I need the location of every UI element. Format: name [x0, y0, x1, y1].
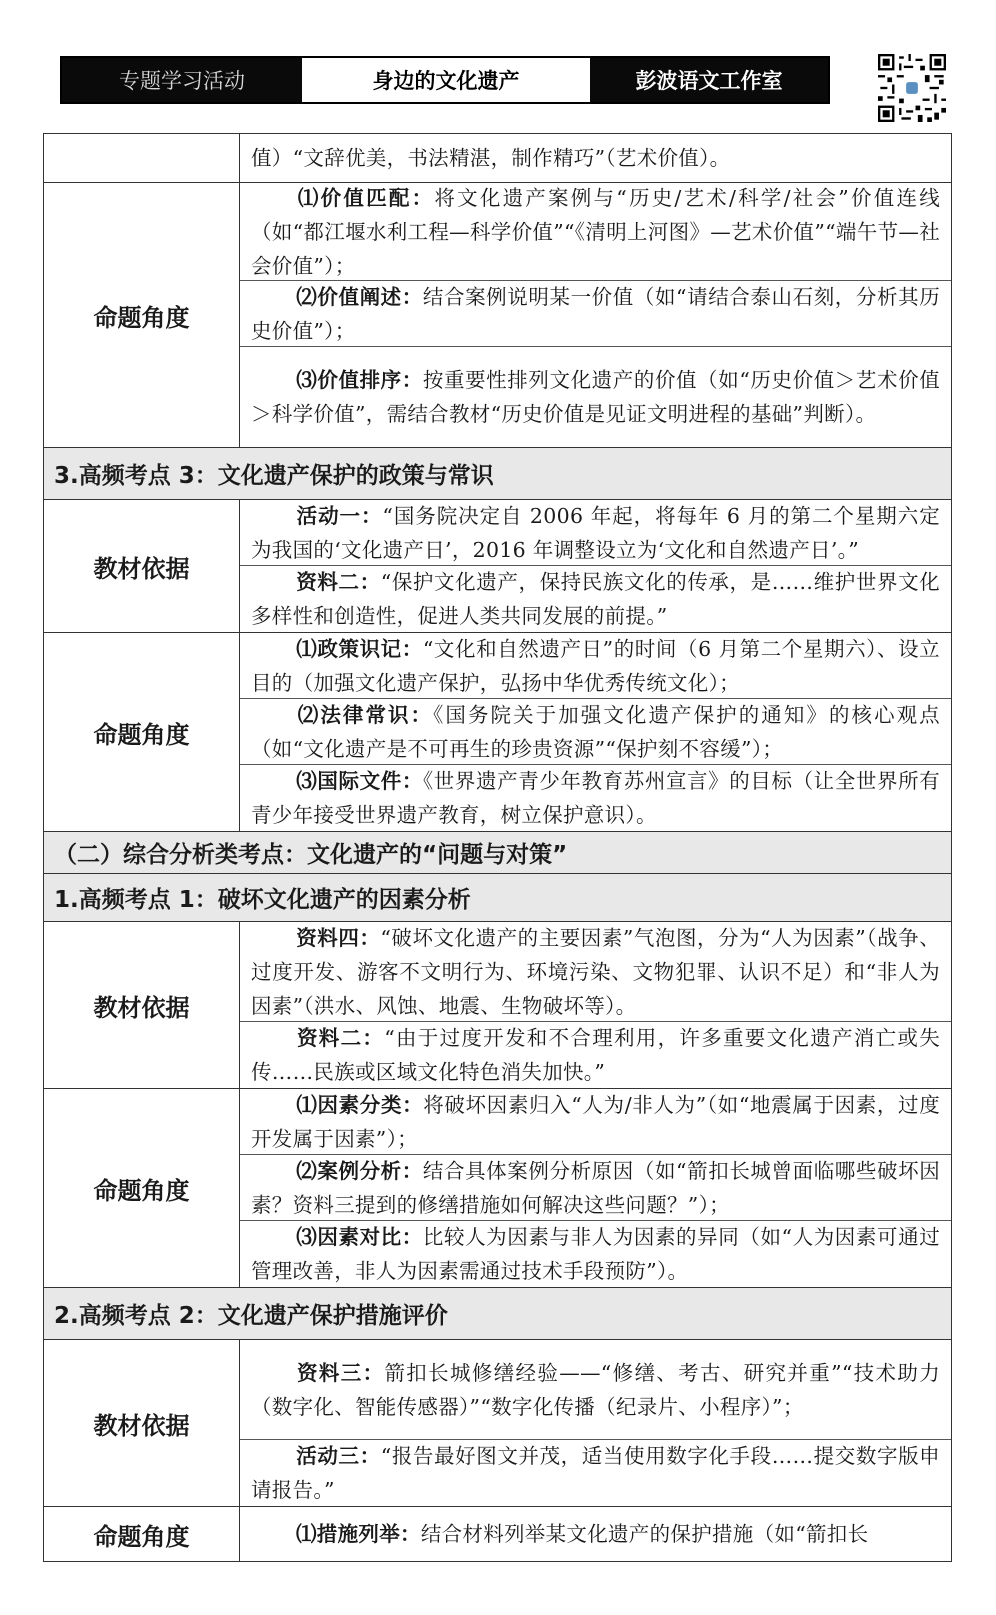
list-item	[240, 500, 951, 566]
item-lead: 活动三：	[296, 1444, 381, 1468]
table-row	[43, 183, 952, 448]
list-item	[240, 281, 951, 347]
row-label	[44, 134, 240, 182]
item-text: 按重要性排列文化遗产的价值（如“历史价值＞艺术价值＞科学价值”，需结合教材“历史价值是见证文明进程的基础”判断）。	[251, 368, 940, 426]
item-lead: 资料二：	[296, 1026, 385, 1050]
item-lead: ⑶国际文件：	[296, 769, 423, 793]
row-label: 命题角度	[44, 1089, 240, 1287]
item-text: 结合案例说明某一价值（如“请结合泰山石刻，分析其历史价值”）；	[251, 284, 940, 343]
item-text: “报告最好图文并茂，适当使用数字化手段……提交数字版申请报告。”	[251, 1444, 940, 1502]
item-text: 将破坏因素归入“人为/非人为”（如“地震属于因素，过度开发属于因素”）；	[251, 1092, 940, 1151]
row-label: 教材依据	[44, 1340, 240, 1506]
item-text: “文化和自然遗产日”的时间（6 月第二个星期六）、设立目的（加强文化遗产保护，弘扬中华优秀传统文化）；	[251, 636, 940, 695]
item-lead: ⑵案例分析：	[296, 1158, 423, 1183]
header-studio: 彭波语文工作室	[590, 58, 828, 102]
row-label: 命题角度	[44, 1507, 240, 1561]
page-header	[60, 56, 830, 104]
item-text: 结合材料列举某文化遗产的保护措施（如“箭扣长	[420, 1522, 869, 1546]
item-text: 值）“文辞优美，书法精湛，制作精巧”（艺术价值）。	[251, 146, 731, 170]
list-item	[240, 566, 951, 632]
row-label: 命题角度	[44, 633, 240, 831]
item-lead: ⑶因素对比：	[296, 1225, 423, 1249]
list-item	[240, 922, 951, 1022]
item-lead: ⑶价值排序：	[296, 368, 423, 392]
item-text: 将文化遗产案例与“历史/艺术/科学/社会”价值连线（如“都江堰水利工程—科学价值”“《清明上河图》—艺术价值”“端午节—社会价值”）；	[251, 185, 940, 278]
item-lead: ⑴政策识记：	[296, 636, 423, 661]
list-item	[240, 633, 951, 699]
section-heading: 2.高频考点 2：文化遗产保护措施评价	[43, 1288, 952, 1340]
item-lead: ⑵价值阐述：	[296, 284, 423, 309]
table-row	[43, 1340, 952, 1507]
exam-points-table	[43, 133, 952, 1562]
item-text: “由于过度开发和不合理利用，许多重要文化遗产消亡或失传……民族或区域文化特色消失加快。”	[251, 1026, 940, 1084]
row-label: 教材依据	[44, 922, 240, 1088]
section-heading: 1.高频考点 1：破坏文化遗产的因素分析	[43, 874, 952, 922]
list-item	[240, 134, 951, 182]
item-lead: 资料二：	[296, 570, 381, 594]
list-item	[240, 1089, 951, 1155]
list-item	[240, 1340, 951, 1440]
item-lead: ⑴价值匹配：	[296, 185, 435, 210]
table-row	[43, 1089, 952, 1288]
list-item	[240, 1507, 951, 1561]
item-text: 《国务院关于加强文化遗产保护的通知》的核心观点（如“文化遗产是不可再生的珍贵资源”“保护刻不容缓”）；	[251, 702, 940, 761]
list-item	[240, 1155, 951, 1221]
qr-code-icon	[878, 54, 946, 122]
item-text: “保护文化遗产，保持民族文化的传承，是……维护世界文化多样性和创造性，促进人类共同发展的前提。”	[251, 570, 940, 628]
list-item	[240, 765, 951, 831]
list-item	[240, 1022, 951, 1088]
item-text: 结合具体案例分析原因（如“箭扣长城曾面临哪些破坏因素？资料三提到的修缮措施如何解决这些问题？”）；	[251, 1158, 940, 1217]
list-item	[240, 699, 951, 765]
item-text: 比较人为因素与非人为因素的异同（如“人为因素可通过管理改善，非人为因素需通过技术手段预防”）。	[251, 1225, 940, 1283]
item-lead: 资料四：	[296, 925, 381, 950]
table-row	[43, 133, 952, 183]
header-activity: 专题学习活动	[62, 58, 302, 102]
item-lead: 资料三：	[296, 1360, 385, 1385]
section-heading: 3.高频考点 3：文化遗产保护的政策与常识	[43, 448, 952, 500]
row-label: 命题角度	[44, 183, 240, 447]
item-lead: 活动一：	[296, 503, 383, 528]
item-text: “破坏文化遗产的主要因素”气泡图，分为“人为因素”（战争、过度开发、游客不文明行为、环境污染、文物犯罪、认识不足）和“非人为因素”（洪水、风蚀、地震、生物破坏等）。	[251, 925, 940, 1018]
list-item	[240, 1221, 951, 1287]
item-text: “国务院决定自 2006 年起，将每年 6 月的第二个星期六定为我国的‘文化遗产日’，2016 年调整设立为‘文化和自然遗产日’。”	[251, 503, 940, 562]
row-label: 教材依据	[44, 500, 240, 632]
table-row	[43, 922, 952, 1089]
list-item	[240, 347, 951, 447]
item-lead: ⑴因素分类：	[296, 1092, 424, 1117]
table-row	[43, 1507, 952, 1562]
item-text: 《世界遗产青少年教育苏州宣言》的目标（让全世界所有青少年接受世界遗产教育，树立保护意识）。	[251, 769, 940, 827]
header-topic: 身边的文化遗产	[302, 58, 590, 102]
item-lead: ⑵法律常识：	[296, 702, 434, 727]
list-item	[240, 183, 951, 281]
section-heading: （二）综合分析类考点：文化遗产的“问题与对策”	[43, 832, 952, 874]
list-item	[240, 1440, 951, 1506]
table-row	[43, 633, 952, 832]
item-lead: ⑴措施列举：	[296, 1522, 421, 1546]
item-text: 箭扣长城修缮经验——“修缮、考古、研究并重”“技术助力（数字化、智能传感器）”“数字化传播（纪录片、小程序）”；	[251, 1360, 941, 1419]
table-row	[43, 500, 952, 633]
